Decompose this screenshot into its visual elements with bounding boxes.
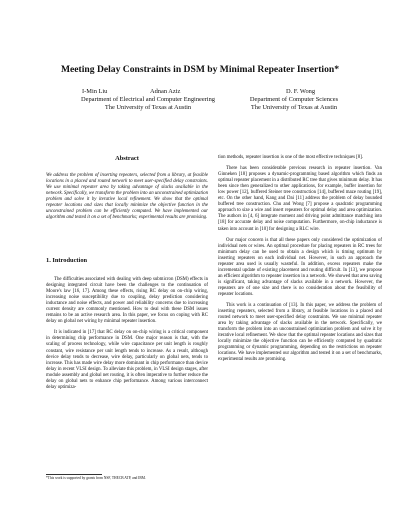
left-column-body: [46, 277, 208, 391]
footnote: *This work is supported by grants from NSF, THECB ATP, and IBM.: [46, 476, 146, 480]
paragraph: There has been considerable previous research in repeater insertion. Van Ginneken [18] proposes a dynamic-programming based algorithm which finds an optimal repeater placement in a distributed RC tree that gives minimum delay. It has been since then generalized to other applications, for example, buffer insertion for low power [12], buffered Steiner tree construction [14], buffered maze routing [19], etc. On the other hand, Kang and Dai [11] address the problem of delay bounded buffered tree construction. Chu and Wong [7] propose a quadratic programming approach to size a wire and insert repeaters for optimal delay and area optimization. The authors in [4, 6] integrate moment and driving point admittance matching into [18] for accurate delay and noise computation. Furthermore, on-chip inductance is taken into account in [10] for designing a RLC wire.: [218, 166, 382, 232]
paragraph: The difficulties associated with dealing with deep submicron (DSM) effects in designing integrated circuit have been the challenges to the continuation of Moore's law [16, 17]. Among these effects, rising RC delay on on-chip wiring, increasing noise susceptibility due to coupling, delay prediction considering inductance and noise effects, and power and reliability concerns due to increasing current density are commonly mentioned. How to deal with these DSM issues remains to be an active research area. In this paper, we focus on coping with RC delay on global net wiring by minimal repeater insertion.: [46, 277, 208, 325]
paragraph: It is indicated in [17] that RC delay on on-chip wiring is a critical component in determining chip performance in DSM. One major reason is that, with the scaling of process technology, while wire capacitance per unit length is roughly constant, wire resistance per unit length tends to increase. As a result, although device delay tends to decrease, wire delay, particularly on global nets, tends to increase. This has made wire delay more dominant in chip performance than device delay in recent VLSI design. To alleviate this problem, in VLSI design stages, after module assembly and global net routing, it is often imperative to further reduce the delay on global nets to enhance chip performance. Among various interconnect delay optimiza-: [46, 330, 208, 390]
paragraph: This work is a continuation of [13]. In this paper, we address the problem of inserting repeaters, selected from a library, at feasible locations in a placed and routed network to meet user-specified delay constraints. We use minimal repeater area by taking advantage of slacks available in the network. Specifically, we transform the problem into an unconstrained optimization problem and solve it by iterative local refinement. We show that the optimal repeater locations and sizes that locally minimize the objective function can be efficiently computed by quadratic programming or dynamic programming, depending on the restrictions on repeater locations. We have implemented our algorithm and tested it on a set of benchmarks, experimental results are promising.: [218, 303, 382, 363]
affiliation-univ: The University of Texas at Austin: [104, 103, 192, 111]
author-name: Adnan Aziz: [150, 88, 181, 95]
affiliation-dept: Department of Electrical and Computer Engineering: [81, 96, 215, 103]
abstract-text: We address the problem of inserting repeaters, selected from a library, at feasible locations in a placed and routed network to meet user-specified delay constraints. We use minimal repeater area by taking advantage of slacks available in the network. Specifically, we transform the problem into an unconstrained optimization problem and solve it by iterative local refinement. We show that the optimal repeater locations and sizes that locally minimize the objective function in the unconstrained problem can be efficiently computed. We have implemented our algorithm and tested it on a set of benchmarks; experimental results are promising.: [46, 173, 208, 221]
footnote-divider: [46, 474, 102, 475]
affiliation-dept: Department of Computer Sciences: [249, 96, 339, 103]
section-heading: 1. Introduction: [46, 257, 88, 264]
abstract-heading: Abstract: [115, 155, 139, 162]
author-name: D. F. Wong: [286, 88, 316, 95]
paragraph: Our major concern is that all these papers only considered the optimization of individual nets or wires. An optimal procedure for placing repeaters in RC trees for minimum delay can be used to obtain a design which is timing optimum by inserting repeaters on each individual net. However, in such an approach the repeater area used is usually wasteful. In addition, excess repeaters make the incremental update of existing placement and routing difficult. In [13], we propose an efficient algorithm to repeater insertion in a network. We showed that area saving is significant, taking advantage of slacks available in a network. However, the repeaters are of one size and there is no consideration about the feasibility of repeater locations.: [218, 237, 382, 297]
paper-title: Meeting Delay Constraints in DSM by Minimal Repeater Insertion*: [60, 64, 340, 75]
right-column-body: [218, 155, 382, 364]
author-name: I-Min Liu: [82, 88, 108, 95]
paragraph: tion methods, repeater insertion is one of the most effective techniques [8].: [218, 155, 364, 160]
affiliation-univ: The University of Texas at Austin: [250, 103, 338, 111]
